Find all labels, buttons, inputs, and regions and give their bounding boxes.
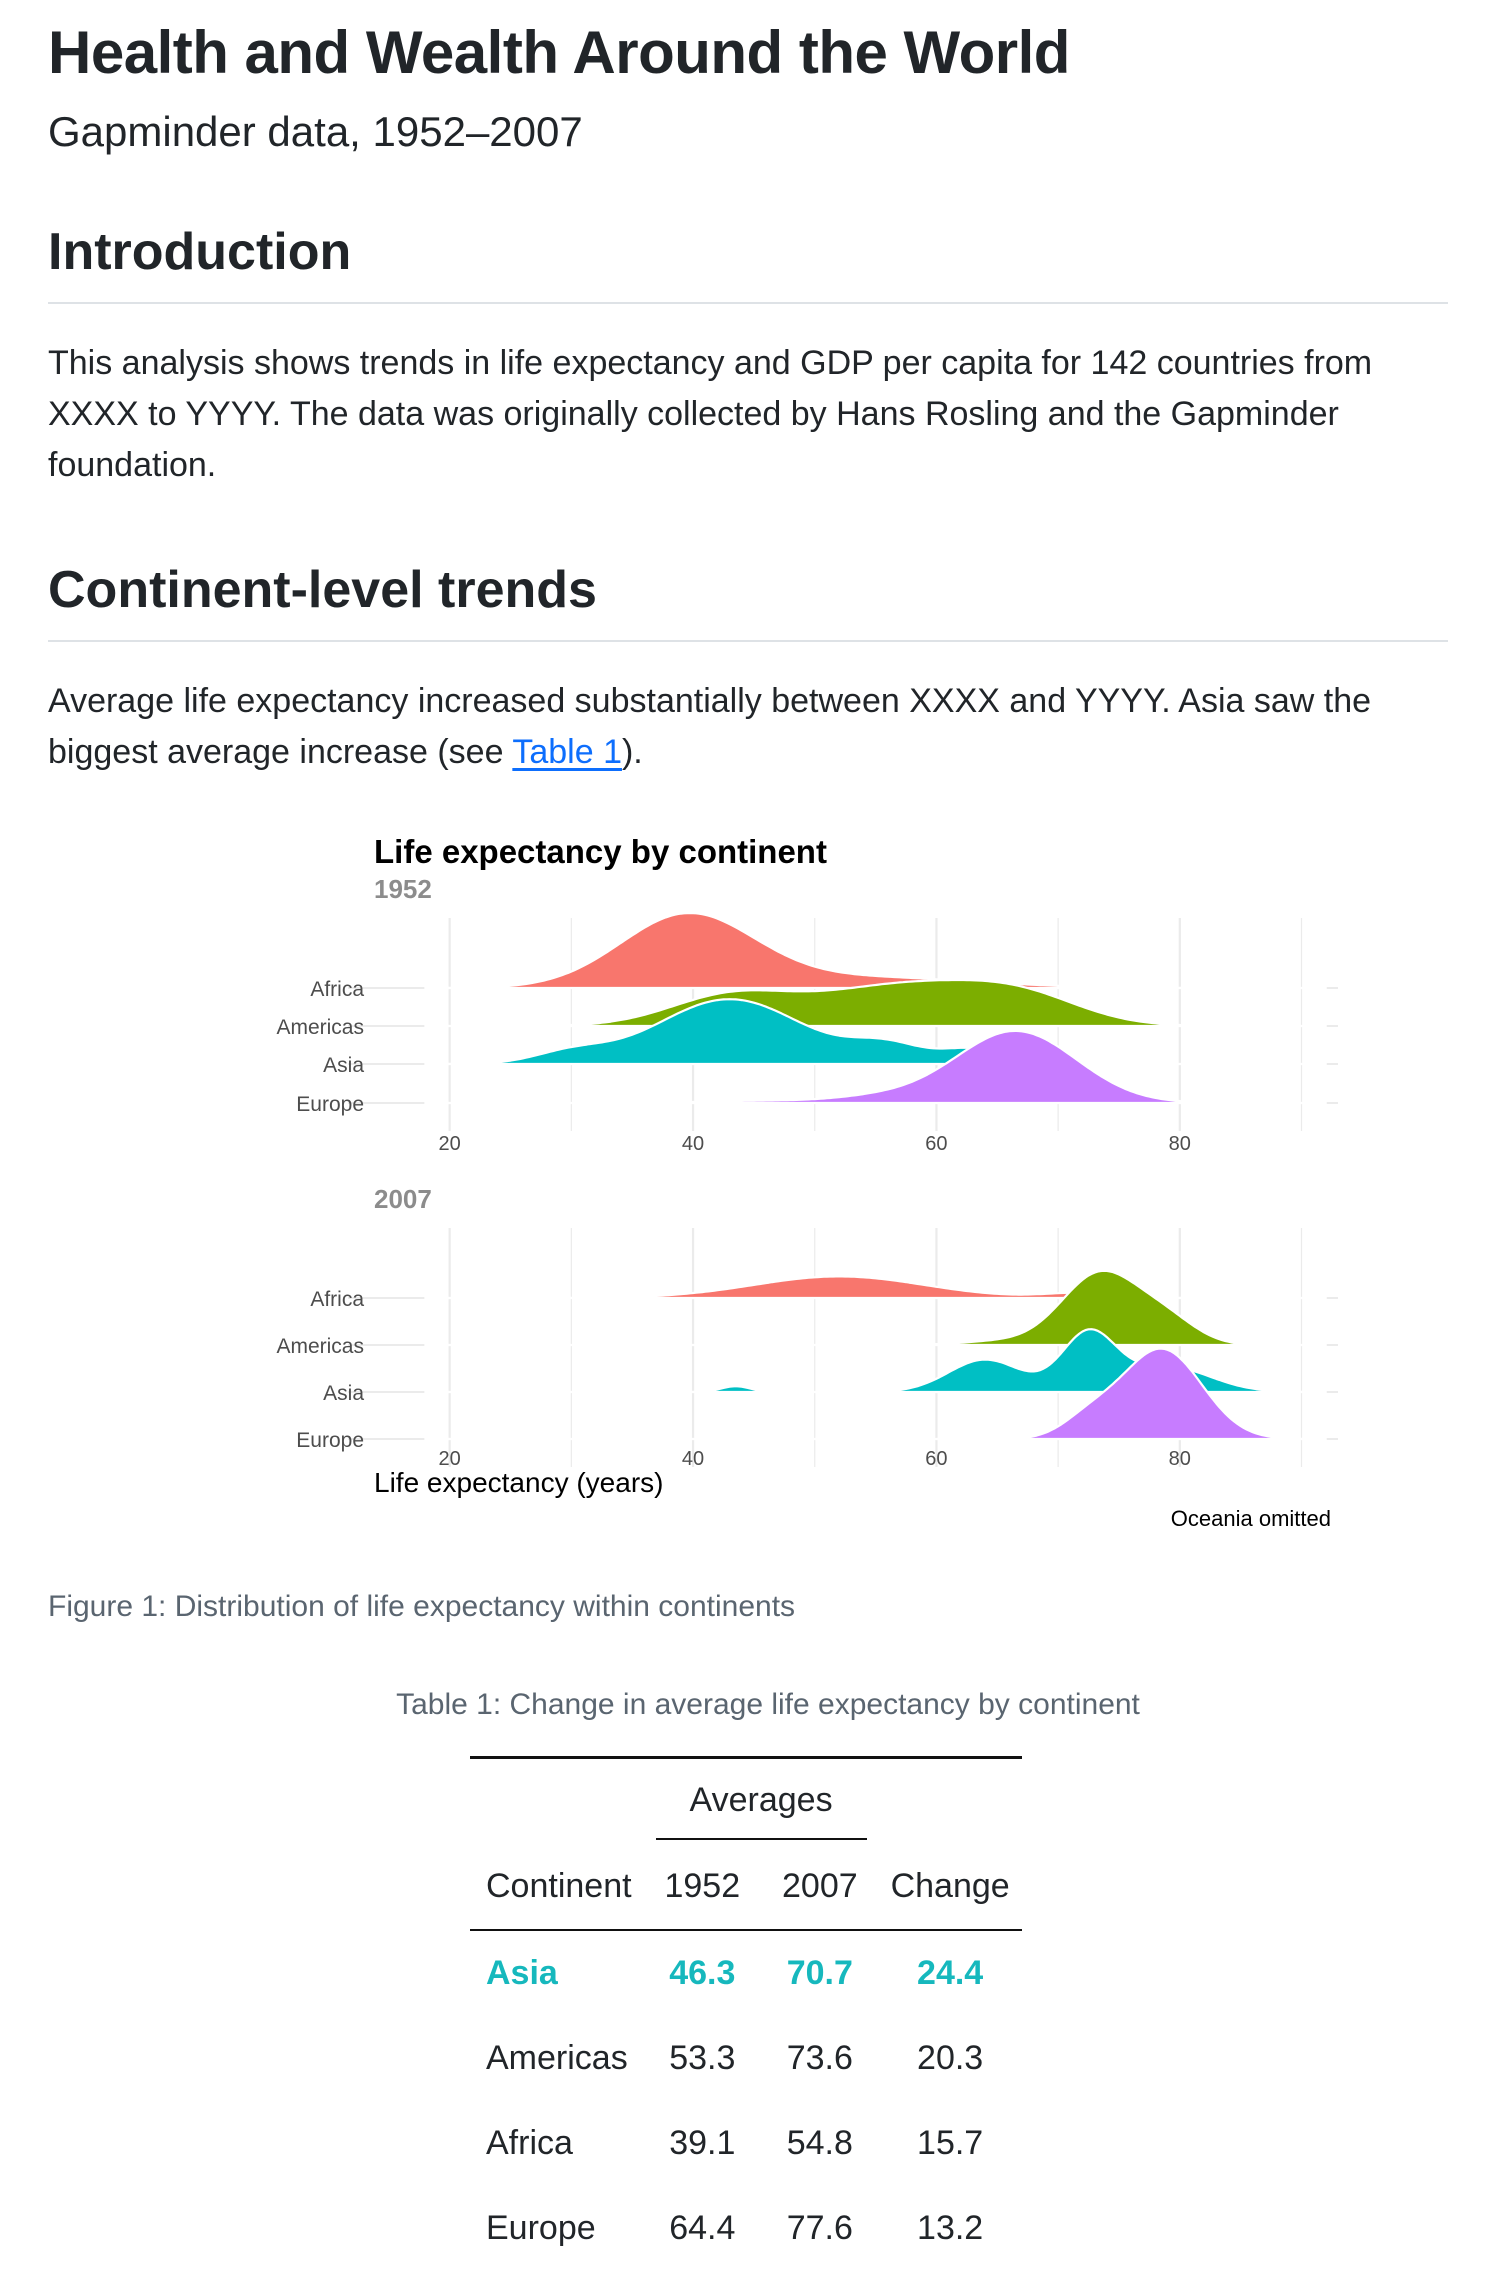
cell-change: 24.4: [917, 1954, 984, 1992]
chart-title: Life expectancy by continent: [374, 833, 827, 870]
cell-1952: 46.3: [669, 1954, 736, 1992]
cell-continent: Americas: [486, 2039, 628, 2077]
table-row: [470, 2101, 1022, 2186]
table-row: [470, 1930, 1022, 2016]
x-tick-label: 60: [925, 1133, 948, 1155]
section-divider: [48, 302, 1448, 304]
cell-continent: Africa: [486, 2124, 573, 2162]
panel-1952: [276, 874, 1338, 1155]
cell-change: 15.7: [917, 2124, 984, 2162]
y-tick-label: Europe: [296, 1093, 364, 1116]
cell-change: 13.2: [917, 2209, 984, 2247]
ridgeline-chart: [228, 820, 1338, 1560]
cell-1952: 64.4: [669, 2209, 736, 2247]
table-row: [470, 2016, 1022, 2101]
y-tick-label: Asia: [323, 1054, 364, 1077]
table-row: [470, 2186, 1022, 2271]
ridge-europe-2007: [425, 1349, 1326, 1439]
y-tick-label: Africa: [310, 1288, 364, 1311]
table-spanner-row: [470, 1758, 1022, 1844]
page-title: Health and Wealth Around the World: [48, 19, 1070, 86]
x-tick-label: 40: [681, 1448, 705, 1470]
introduction-paragraph: This analysis shows trends in life expectancy and GDP per capita for 142 countries from XXXX to YYYY. The data was originally collected by Hans Rosling and the Gapminder foundation.: [48, 344, 1373, 484]
ridge-africa-1952: [425, 913, 1326, 988]
y-tick-label: Asia: [323, 1382, 364, 1405]
trends-text-after: ).: [621, 733, 643, 771]
x-tick-label: 20: [438, 1448, 461, 1470]
continent-trends-heading: Continent-level trends: [48, 561, 597, 619]
y-tick-label: Europe: [296, 1429, 364, 1452]
cell-continent: Asia: [486, 1954, 558, 1992]
chart-caption: Oceania omitted: [1170, 1506, 1331, 1531]
x-tick-label: 80: [1168, 1448, 1191, 1470]
x-tick-label: 20: [438, 1133, 461, 1155]
introduction-heading: Introduction: [48, 223, 352, 281]
ridge-africa-2007: [425, 1276, 1326, 1298]
cell-2007: 77.6: [786, 2209, 853, 2247]
x-tick-label: 60: [925, 1448, 948, 1470]
x-tick-label: 40: [681, 1133, 705, 1155]
column-header-1952: 1952: [644, 1843, 762, 1930]
cell-2007: 70.7: [786, 1954, 853, 1992]
table-caption: Table 1: Change in average life expectancy by continent: [396, 1688, 1140, 1721]
cell-continent: Europe: [486, 2209, 596, 2247]
figure-caption: Figure 1: Distribution of life expectancy within continents: [48, 1590, 796, 1623]
column-header-2007: 2007: [761, 1843, 879, 1930]
panel-label: 1952: [374, 874, 432, 904]
panel-label: 2007: [374, 1184, 432, 1214]
ridgeline-figure: [228, 820, 1338, 1560]
trends-paragraph: [48, 676, 1448, 778]
column-header-continent: Continent: [470, 1843, 644, 1930]
y-tick-label: Americas: [276, 1335, 364, 1358]
cell-change: 20.3: [917, 2039, 984, 2077]
cell-2007: 54.8: [786, 2124, 853, 2162]
page-subtitle: Gapminder data, 1952–2007: [48, 108, 583, 155]
cell-1952: 39.1: [669, 2124, 736, 2162]
table-1-link[interactable]: Table 1: [512, 733, 622, 771]
column-header-change: Change: [879, 1843, 1022, 1930]
x-tick-label: 80: [1168, 1133, 1191, 1155]
averages-spanner: [644, 1758, 879, 1844]
y-tick-label: Africa: [310, 978, 364, 1001]
panel-2007: [276, 1184, 1338, 1470]
life-expectancy-table: [470, 1756, 1022, 2271]
cell-2007: 73.6: [786, 2039, 853, 2077]
trends-text-before: Average life expectancy increased substantially between XXXX and YYYY. Asia saw the biggest average increase (see: [48, 682, 1372, 771]
y-tick-label: Americas: [276, 1016, 364, 1039]
chart-x-axis-label: Life expectancy (years): [374, 1467, 664, 1498]
cell-1952: 53.3: [669, 2039, 736, 2077]
averages-spanner-label: Averages: [656, 1781, 867, 1840]
table-header-row: [470, 1843, 1022, 1930]
section-divider: [48, 640, 1448, 642]
